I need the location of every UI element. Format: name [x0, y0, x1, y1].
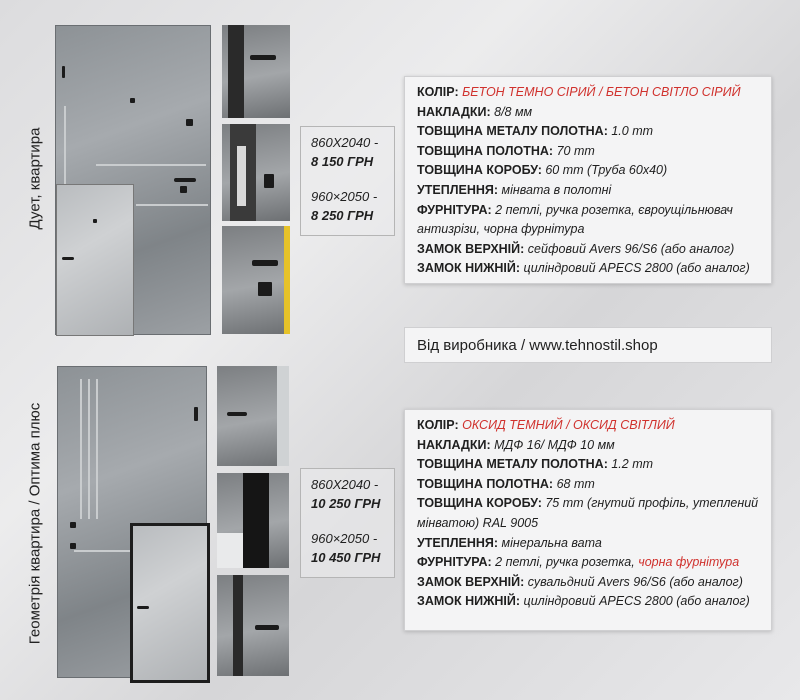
spec-row [417, 201, 759, 240]
spec-key: КОЛІР: [417, 85, 459, 99]
spec-key: КОЛІР: [417, 418, 459, 432]
spec-card-duet [404, 76, 772, 284]
spec-key: НАКЛАДКИ: [417, 437, 491, 452]
detail-photo-handle-4 [217, 575, 289, 676]
spec-value: мінвата в полотні [501, 182, 612, 197]
price-value: 10 450 ГРН [311, 550, 381, 565]
door-inner-side-geometry [130, 523, 210, 683]
spec-value: сувальдний Avers 96/S6 (або аналог) [527, 574, 743, 589]
detail-photo-handle-3 [217, 366, 289, 466]
spec-row [417, 494, 759, 533]
spec-key: ЗАМОК ВЕРХНІЙ: [417, 574, 525, 589]
spec-row [417, 534, 759, 554]
spec-row [417, 122, 759, 142]
price-value: 8 250 ГРН [311, 208, 374, 223]
spec-key: ТОВЩИНА КОРОБУ: [417, 163, 542, 178]
price-box-duet [300, 126, 395, 236]
spec-row [417, 573, 759, 593]
spec-row [417, 161, 759, 181]
spec-row [417, 103, 759, 123]
spec-row [417, 475, 759, 495]
spec-key: ТОВЩИНА МЕТАЛУ ПОЛОТНА: [417, 457, 608, 472]
door-inner-side-duet [56, 184, 134, 336]
spec-value: ОКСИД ТЕМНИЙ / ОКСИД СВІТЛИЙ [462, 418, 675, 432]
spec-row [417, 416, 759, 436]
spec-value: МДФ 16/ МДФ 10 мм [494, 437, 615, 452]
spec-value: 2 петлі, ручка розетка, євроущільнювач антизрізи, чорна фурнітура [417, 202, 733, 237]
section1-label: Дует, квартира [26, 127, 44, 230]
spec-key: ФУРНІТУРА: [417, 555, 492, 570]
spec-key: НАКЛАДКИ: [417, 104, 491, 119]
spec-key: ТОВЩИНА ПОЛОТНА: [417, 476, 554, 491]
spec-row [417, 240, 759, 260]
detail-photo-lock-1 [222, 124, 290, 221]
price-value: 10 250 ГРН [311, 496, 381, 511]
spec-row [417, 592, 759, 612]
spec-row [417, 142, 759, 162]
spec-key: ФУРНІТУРА: [417, 202, 492, 217]
detail-photo-handle-2 [222, 226, 290, 334]
spec-key: ЗАМОК НИЖНІЙ: [417, 594, 521, 609]
spec-value: 70 mm [556, 143, 595, 158]
manufacturer-site: Від виробника / www.tehnostil.shop [404, 327, 772, 363]
spec-row [417, 259, 759, 279]
size-label: 960×2050 - [311, 531, 378, 546]
spec-card-geometry [404, 409, 772, 631]
size-label: 960×2050 - [311, 189, 378, 204]
spec-value: 68 mm [556, 476, 595, 491]
door-photo-duet [55, 25, 211, 335]
size-label: 860Х2040 - [311, 135, 379, 150]
spec-value: циліндровий APECS 2800 (або аналог) [523, 594, 750, 609]
spec-row [417, 436, 759, 456]
spec-value: БЕТОН ТЕМНО СІРИЙ / БЕТОН СВІТЛО СІРИЙ [462, 85, 741, 99]
spec-value: 2 петлі, ручка розетка, [495, 555, 639, 570]
size-label: 860Х2040 - [311, 477, 379, 492]
spec-value: 1.0 mm [611, 124, 654, 139]
spec-row [417, 553, 759, 573]
spec-value: 1.2 mm [611, 457, 654, 472]
price-value: 8 150 ГРН [311, 154, 374, 169]
spec-value: 75 mm (гнутий профіль, утеплений мінватою) RAL 9005 [417, 496, 759, 530]
spec-value: чорна фурнітура [638, 555, 740, 570]
spec-row [417, 83, 759, 103]
spec-value: сейфовий Avers 96/S6 (або аналог) [527, 241, 735, 256]
spec-row [417, 181, 759, 201]
spec-key: ТОВЩИНА ПОЛОТНА: [417, 143, 554, 158]
spec-key: ЗАМОК НИЖНІЙ: [417, 261, 521, 276]
spec-value: циліндровий APECS 2800 (або аналог) [523, 261, 750, 276]
detail-photo-handle-1 [222, 25, 290, 118]
spec-row [417, 455, 759, 475]
section2-label: Геометрія квартира / Оптима плюс [26, 402, 44, 645]
spec-value: мінеральна вата [501, 535, 602, 550]
door-photo-geometry [57, 366, 207, 678]
spec-value: 8/8 мм [494, 104, 533, 119]
detail-photo-frame [217, 473, 289, 568]
spec-key: ТОВЩИНА КОРОБУ: [417, 496, 542, 511]
spec-key: ЗАМОК ВЕРХНІЙ: [417, 241, 525, 256]
price-box-geometry [300, 468, 395, 578]
spec-key: УТЕПЛЕННЯ: [417, 535, 499, 550]
spec-key: УТЕПЛЕННЯ: [417, 182, 499, 197]
spec-value: 60 mm (Труба 60х40) [545, 163, 668, 178]
spec-key: ТОВЩИНА МЕТАЛУ ПОЛОТНА: [417, 124, 608, 139]
